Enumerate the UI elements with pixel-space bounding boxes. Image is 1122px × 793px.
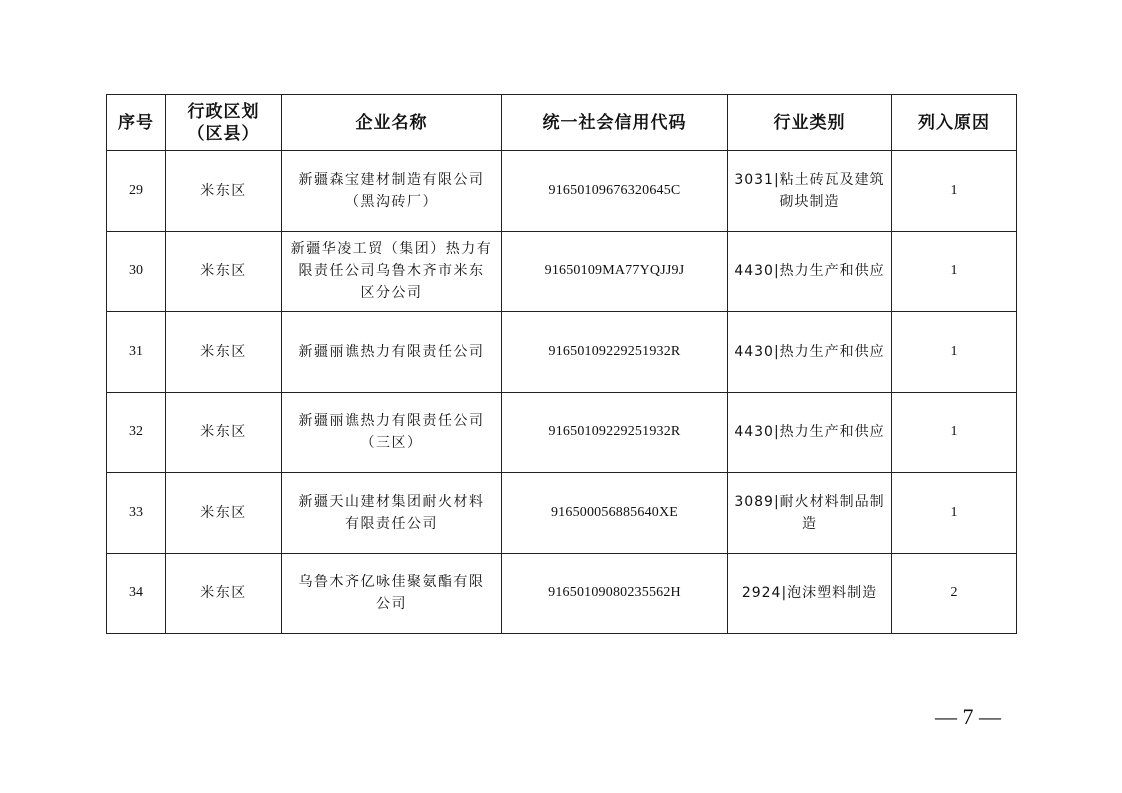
cell-credit-code: 916500056885640XE: [502, 473, 728, 554]
cell-industry: 4430|热力生产和供应: [728, 231, 892, 312]
cell-credit-code: 91650109229251932R: [502, 392, 728, 473]
cell-seq: 32: [107, 392, 166, 473]
cell-reason: 2: [892, 553, 1017, 634]
cell-district: 米东区: [166, 473, 282, 554]
cell-district: 米东区: [166, 392, 282, 473]
cell-reason: 1: [892, 392, 1017, 473]
cell-reason: 1: [892, 473, 1017, 554]
table-header-row: [107, 95, 1017, 151]
table-row: [107, 151, 1017, 232]
header-credit-code: 统一社会信用代码: [502, 95, 728, 151]
cell-reason: 1: [892, 312, 1017, 393]
header-company: 企业名称: [282, 95, 502, 151]
header-industry: 行业类别: [728, 95, 892, 151]
header-reason: 列入原因: [892, 95, 1017, 151]
cell-credit-code: 91650109676320645C: [502, 151, 728, 232]
cell-industry: 4430|热力生产和供应: [728, 312, 892, 393]
table-row: [107, 312, 1017, 393]
cell-seq: 31: [107, 312, 166, 393]
cell-reason: 1: [892, 151, 1017, 232]
page-number: — 7 —: [935, 704, 1001, 729]
cell-company: 新疆天山建材集团耐火材料 有限责任公司: [282, 473, 502, 554]
cell-reason: 1: [892, 231, 1017, 312]
cell-seq: 34: [107, 553, 166, 634]
cell-company: 新疆丽谯热力有限责任公司 （三区）: [282, 392, 502, 473]
cell-seq: 33: [107, 473, 166, 554]
cell-industry: 4430|热力生产和供应: [728, 392, 892, 473]
cell-seq: 30: [107, 231, 166, 312]
cell-company: 新疆丽谯热力有限责任公司: [282, 312, 502, 393]
table-row: [107, 392, 1017, 473]
cell-company: 乌鲁木齐亿咏佳聚氨酯有限 公司: [282, 553, 502, 634]
cell-credit-code: 91650109229251932R: [502, 312, 728, 393]
header-seq: 序号: [107, 95, 166, 151]
table-row: [107, 553, 1017, 634]
cell-industry: 2924|泡沫塑料制造: [728, 553, 892, 634]
cell-district: 米东区: [166, 231, 282, 312]
header-district: 行政区划 （区县）: [166, 95, 282, 151]
cell-credit-code: 91650109080235562H: [502, 553, 728, 634]
table-row: [107, 231, 1017, 312]
cell-company: 新疆华凌工贸（集团）热力有 限责任公司乌鲁木齐市米东 区分公司: [282, 231, 502, 312]
cell-industry: 3089|耐火材料制品制 造: [728, 473, 892, 554]
cell-seq: 29: [107, 151, 166, 232]
cell-company: 新疆森宝建材制造有限公司 （黑沟砖厂）: [282, 151, 502, 232]
cell-district: 米东区: [166, 553, 282, 634]
cell-district: 米东区: [166, 151, 282, 232]
cell-district: 米东区: [166, 312, 282, 393]
cell-industry: 3031|粘土砖瓦及建筑 砌块制造: [728, 151, 892, 232]
enterprise-registry-table: [106, 94, 1017, 634]
cell-credit-code: 91650109MA77YQJJ9J: [502, 231, 728, 312]
table-row: [107, 473, 1017, 554]
